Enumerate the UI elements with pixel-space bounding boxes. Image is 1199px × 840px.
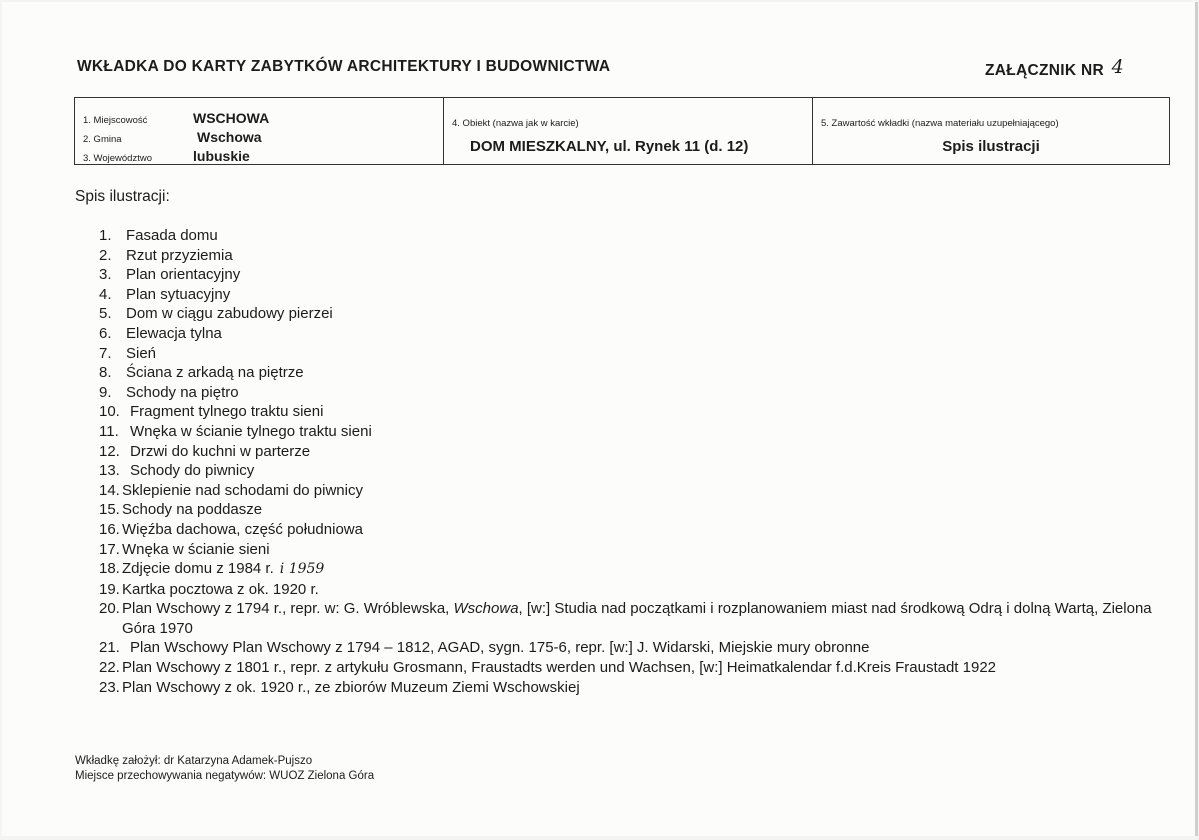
list-item-number: 14. (99, 481, 120, 499)
document-sheet (2, 2, 1198, 836)
locality-value: WSCHOWA (193, 110, 270, 126)
storage-line: Miejsce przechowywania negatywów: WUOZ Zielona Góra (75, 770, 375, 782)
list-item-text (122, 678, 1159, 698)
content-value: Spis ilustracji (942, 138, 1040, 155)
voivodeship-value: lubuskie (193, 148, 250, 164)
list-item-number: 16. (99, 520, 120, 538)
list-item (99, 520, 1159, 540)
list-item-text-part: Fragment tylnego traktu sieni (130, 403, 324, 421)
list-item-text (122, 540, 1159, 560)
list-item-number: 22. (99, 659, 120, 677)
list-item-number: 23. (99, 678, 120, 696)
list-item-number: 21. (99, 639, 120, 657)
list-item-number: 11. (99, 422, 119, 440)
list-item-number: 12. (99, 442, 120, 460)
list-item (99, 246, 1159, 266)
list-item-number: 3. (99, 266, 112, 284)
list-item-text-part: Drzwi do kuchni w parterze (130, 442, 311, 460)
list-item-text (122, 580, 1159, 600)
list-item-text (130, 638, 1159, 658)
content-label: 5. Zawartość wkładki (nazwa materiału uzupełniającego) (821, 118, 1059, 129)
list-item-text (130, 442, 1159, 462)
list-heading: Spis ilustracji: (75, 188, 170, 205)
list-item (99, 658, 1159, 678)
list-item-text (122, 520, 1159, 540)
list-item-text-part: Schody do piwnicy (130, 462, 255, 480)
author-line: Wkładkę założył: dr Katarzyna Adamek-Pujszo (75, 755, 313, 767)
locality-label: 1. Miejscowość (83, 115, 148, 126)
list-item (99, 285, 1159, 305)
list-item-text (122, 500, 1159, 520)
list-item-text-italic: Wschowa (453, 600, 519, 618)
list-item-text (130, 422, 1159, 442)
list-item-text-part: Plan orientacyjny (126, 266, 241, 284)
object-value: DOM MIESZKALNY, ul. Rynek 11 (d. 12) (470, 138, 749, 155)
list-item (99, 402, 1159, 422)
list-item-text-part: Fasada domu (126, 227, 218, 244)
list-item (99, 383, 1159, 403)
footer (75, 754, 374, 784)
list-item-text-part: , [w:] Studia nad początkami i rozplanowaniem miast nad środkową Odrą i dolną Wartą, Zielona Góra 1970 (122, 600, 1152, 637)
list-item-text (126, 304, 1159, 324)
list-item-text (122, 559, 1159, 580)
list-item (99, 638, 1159, 658)
header-table (74, 97, 1170, 165)
list-item-number: 20. (99, 600, 120, 618)
list-item-text (126, 383, 1159, 403)
list-item-text-part: Elewacja tylna (126, 324, 222, 342)
list-item-text-part: Więźba dachowa, część południowa (122, 520, 363, 538)
list-item-text-part: Wnęka w ścianie tylnego traktu sieni (130, 422, 372, 440)
list-item-number: 18. (99, 560, 120, 578)
list-item-text (122, 481, 1159, 501)
annex-text: ZAŁĄCZNIK NR (985, 62, 1104, 79)
list-item-text-part: Kartka pocztowa z ok. 1920 r. (122, 580, 319, 598)
list-item-text (130, 461, 1159, 481)
municipality-value: Wschowa (197, 129, 262, 145)
list-item (99, 442, 1159, 462)
list-item (99, 461, 1159, 481)
list-item (99, 324, 1159, 344)
list-item-number: 2. (99, 246, 112, 264)
list-item-number: 15. (99, 501, 120, 519)
municipality-label: 2. Gmina (83, 134, 122, 145)
list-item-number: 13. (99, 462, 120, 480)
list-item-number: 19. (99, 580, 120, 598)
list-item-text-part: Ściana z arkadą na piętrze (126, 364, 304, 382)
list-item-text (130, 402, 1159, 422)
document-title: WKŁADKA DO KARTY ZABYTKÓW ARCHITEKTURY I BUDOWNICTWA (77, 58, 611, 75)
location-cell (75, 98, 444, 164)
list-item-text-part: Dom w ciągu zabudowy pierzei (126, 305, 333, 323)
object-cell (444, 98, 813, 164)
list-item-text (122, 658, 1159, 678)
list-item-text-part: Sień (126, 344, 157, 362)
list-item (99, 422, 1159, 442)
list-item (99, 678, 1159, 698)
list-item (99, 540, 1159, 560)
list-item (99, 500, 1159, 520)
list-item-text (126, 285, 1159, 305)
list-item (99, 363, 1159, 383)
list-item-text-part: Plan Wschowy z 1801 r., repr. z artykułu Grosmann, Fraustadts werden und Wachsen, [w:] Heimatkalendar f.d.Kreis Fraustadt 1922 (122, 659, 997, 677)
list-item-text-part: Schody na poddasze (122, 501, 263, 519)
handwritten-note: i 1959 (279, 561, 325, 578)
list-item-text (126, 344, 1159, 364)
voivodeship-row (83, 148, 250, 164)
annex-number: 4 (1111, 56, 1124, 78)
illustration-list (99, 226, 1159, 697)
list-item-number: 10. (99, 403, 120, 421)
municipality-row (83, 129, 262, 145)
list-item-number: 4. (99, 285, 112, 303)
list-item-text (126, 265, 1159, 285)
list-item-number: 5. (99, 305, 112, 323)
list-item (99, 265, 1159, 285)
locality-row (83, 110, 269, 126)
list-item (99, 304, 1159, 324)
list-item-text-part: Plan Wschowy Plan Wschowy z 1794 – 1812, AGAD, sygn. 175-6, repr. [w:] J. Widarski, Miejskie mury obronne (130, 639, 870, 657)
list-item-number: 7. (99, 344, 112, 362)
list-item-text (126, 363, 1159, 383)
content-cell (813, 98, 1169, 164)
list-item-text (126, 226, 1159, 246)
list-item (99, 226, 1159, 246)
list-item-text-part: Zdjęcie domu z 1984 r. (122, 560, 274, 578)
list-item-text (126, 324, 1159, 344)
object-label: 4. Obiekt (nazwa jak w karcie) (452, 118, 579, 129)
list-item-text-part: Plan Wschowy z ok. 1920 r., ze zbiorów Muzeum Ziemi Wschowskiej (122, 678, 580, 696)
list-item-number: 17. (99, 540, 120, 558)
list-item-text-part: Plan Wschowy z 1794 r., repr. w: G. Wróblewska, (122, 600, 454, 618)
list-item (99, 580, 1159, 600)
list-item-text (122, 599, 1159, 638)
list-item-text-part: Schody na piętro (126, 383, 239, 401)
list-item-text-part: Rzut przyziemia (126, 246, 233, 264)
list-item (99, 481, 1159, 501)
list-item-text (126, 246, 1159, 266)
list-item-text-part: Sklepienie nad schodami do piwnicy (122, 481, 363, 499)
list-item-text-part: Wnęka w ścianie sieni (122, 540, 270, 558)
list-item (99, 599, 1159, 638)
voivodeship-label: 3. Województwo (83, 153, 152, 164)
list-item-number: 8. (99, 364, 112, 382)
list-item-number: 9. (99, 383, 112, 401)
list-item (99, 344, 1159, 364)
list-item (99, 559, 1159, 580)
list-item-number: 1. (99, 227, 112, 244)
annex-label (985, 58, 1124, 80)
list-item-number: 6. (99, 324, 112, 342)
list-item-text-part: Plan sytuacyjny (126, 285, 231, 303)
